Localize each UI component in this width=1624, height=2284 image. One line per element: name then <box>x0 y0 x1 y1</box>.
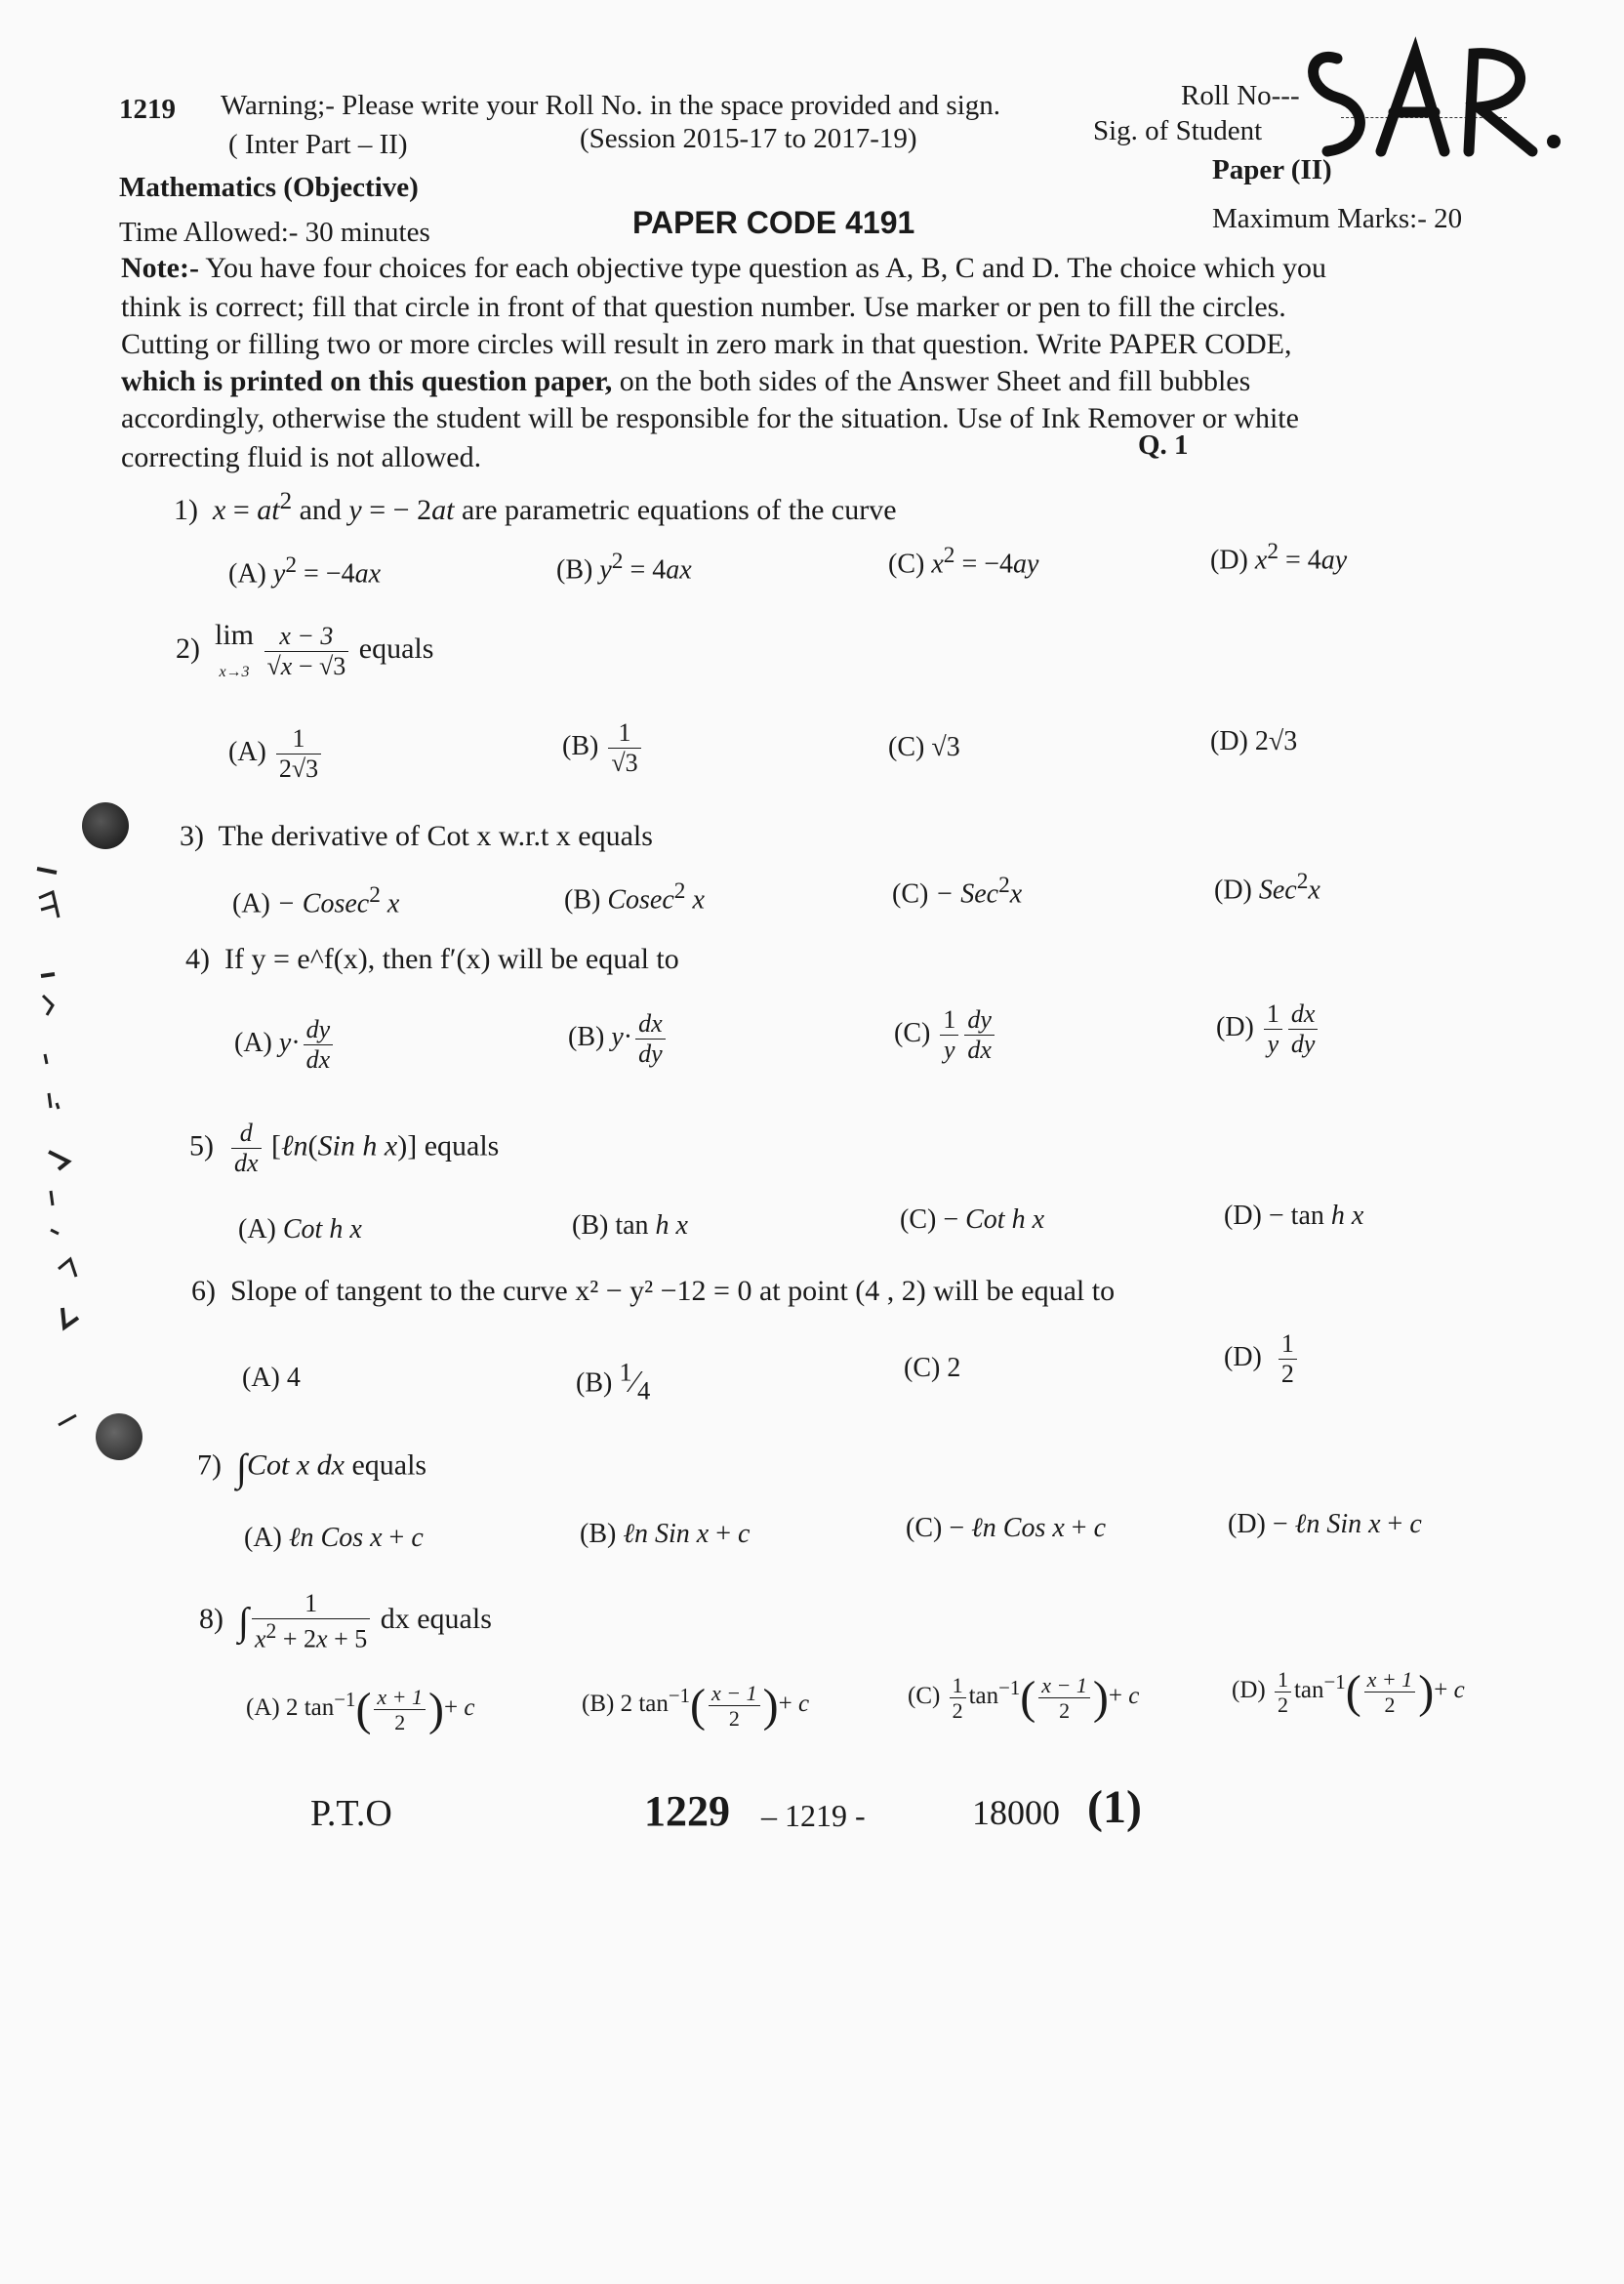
q1-option-a: (A) $y^2 = -4ax$ <box>228 552 382 590</box>
q6-option-d: (D) $\frac{1}{2}$ <box>1224 1329 1300 1389</box>
note-line-5: accordingly, otherwise the student will be responsible for the situation. Use of Ink Remover or white <box>121 402 1299 434</box>
q5-number: 5) <box>189 1129 214 1162</box>
q7-option-a: (A) ℓn Cos x + c <box>244 1523 424 1553</box>
q7-text: equals <box>351 1448 427 1482</box>
q5-option-c: (C) − Cot h x <box>900 1204 1045 1235</box>
q6-option-a: (A) 4 <box>242 1363 301 1393</box>
q6-text: Slope of tangent to the curve x² − y² −12 = 0 at point (4 , 2) will be equal to <box>230 1275 1116 1307</box>
q3-option-b: (B) Cosec$^2$ x <box>564 878 705 916</box>
q4-number: 4) <box>185 943 210 975</box>
subject: Mathematics (Objective) <box>119 172 419 203</box>
q6-option-c: (C) 2 <box>904 1353 961 1383</box>
paper-label: Paper (II) <box>1212 154 1332 185</box>
q5-option-d: (D) − tan h x <box>1224 1201 1364 1231</box>
q6-number: 6) <box>191 1275 216 1307</box>
q7-option-b: (B) ℓn Sin x + c <box>580 1519 751 1549</box>
note-line-4 <box>121 365 1250 398</box>
question-1: 1) $x = at^2$ and y = − 2at are parametric equations of the curve <box>174 488 897 526</box>
note-line-3: Cutting or filling two or more circles will result in zero mark in that question. Write PAPER CODE, <box>121 328 1292 360</box>
note-text-4: on the both sides of the Answer Sheet and fill bubbles <box>612 365 1251 397</box>
q7-option-c: (C) − ℓn Cos x + c <box>906 1513 1107 1543</box>
maximum-marks: Maximum Marks:- 20 <box>1212 203 1463 234</box>
q4-option-b: (B) y· $\frac{dx}{dy}$ <box>568 1009 669 1069</box>
punch-hole <box>82 802 129 849</box>
q4-option-a: (A) y· $\frac{dy}{dx}$ <box>234 1015 336 1075</box>
q3-number: 3) <box>180 820 204 852</box>
q3-option-a: (A) − Cosec$^2$ x <box>232 882 400 919</box>
roll-no-label: Roll No--- <box>1181 80 1300 111</box>
q1-joiner: and <box>299 494 342 526</box>
note-line-2: think is correct; fill that circle in front of that question number. Use marker or pen to fill the circles. <box>121 291 1286 323</box>
note-line-1 <box>121 252 1326 285</box>
q1-option-c: (C) $x^2 = -4ay$ <box>888 543 1039 580</box>
q1-number: 1) <box>174 494 198 526</box>
footer-code-2: – 1219 - <box>761 1798 866 1833</box>
q5-text: equals <box>424 1129 500 1162</box>
page-number: (1) <box>1087 1781 1142 1833</box>
q8-option-d: (D) $\frac{1}{2}$ $\tan^{-1}$( $\frac{x + 1}{2}$ )+ c <box>1232 1666 1465 1718</box>
paper-number: 1219 <box>119 94 176 125</box>
question-5: 5) $\frac{d}{dx}$ [ℓn(Sin h x)] equals <box>189 1119 500 1177</box>
q8-number: 8) <box>199 1603 223 1636</box>
q1-math: x <box>213 494 226 526</box>
q1-option-b: (B) $y^2 = 4ax$ <box>556 549 692 586</box>
note-bold: which is printed on this question paper, <box>121 365 613 397</box>
note-text-1: You have four choices for each objective type question as A, B, C and D. The choice which you <box>205 252 1326 284</box>
q4-text: If y = e^f(x), then f′(x) will be equal to <box>224 943 679 975</box>
question-7: 7) ∫Cot x dx equals <box>197 1446 427 1489</box>
question-3 <box>180 820 653 853</box>
q3-option-c: (C) − Sec$^2$x <box>892 873 1023 910</box>
q7-number: 7) <box>197 1448 222 1482</box>
pto-label: P.T.O <box>310 1793 392 1834</box>
q2-option-b: (B) $\frac{1}{√3}$ <box>562 718 644 778</box>
question-label: Q. 1 <box>1138 429 1189 461</box>
q2-text: equals <box>358 632 434 665</box>
q4-option-d: (D) $\frac{1}{y}$ $\frac{dx}{dy}$ <box>1216 999 1320 1059</box>
question-8: 8) ∫ $\frac{1}{x^2 + 2x + 5}$ dx equals <box>199 1589 492 1653</box>
q2-number: 2) <box>176 632 200 665</box>
q7-option-d: (D) − ℓn Sin x + c <box>1228 1509 1422 1539</box>
q3-option-d: (D) Sec$^2$x <box>1214 869 1320 906</box>
footer-count: 18000 <box>972 1793 1060 1832</box>
question-6 <box>191 1275 1115 1308</box>
q8-text: dx equals <box>380 1603 492 1636</box>
note-line-6: correcting fluid is not allowed. <box>121 441 482 473</box>
q5-option-a: (A) Cot h x <box>238 1214 362 1244</box>
session: (Session 2015-17 to 2017-19) <box>580 123 917 154</box>
footer-code: 1229 <box>644 1787 730 1835</box>
q8-option-a: (A) 2 $\tan^{-1}$( $\frac{x + 1}{2}$ )+ c <box>246 1684 475 1735</box>
q1-text: are parametric equations of the curve <box>461 494 897 526</box>
q3-text: The derivative of Cot x w.r.t x equals <box>218 820 653 852</box>
question-4 <box>185 943 679 976</box>
warning-text: Warning;- Please write your Roll No. in the space provided and sign. <box>221 90 1001 121</box>
q2-option-a: (A) $\frac{1}{2√3}$ <box>228 724 324 784</box>
q2-option-d: (D) 2√3 <box>1210 726 1298 756</box>
q8-option-c: (C) $\frac{1}{2}$ $\tan^{-1}$( $\frac{x - 1}{2}$ )+ c <box>908 1672 1140 1724</box>
punch-hole <box>96 1413 142 1460</box>
q6-option-b: (B) $^1⁄_4$ <box>576 1357 651 1406</box>
q8-option-b: (B) 2 $\tan^{-1}$( $\frac{x - 1}{2}$ )+ c <box>582 1680 810 1732</box>
signature-label: Sig. of Student <box>1093 115 1263 146</box>
q1-option-d: (D) $x^2 = 4ay$ <box>1210 539 1348 576</box>
margin-marks <box>29 859 88 1445</box>
q5-option-b: (B) tan h x <box>572 1210 688 1241</box>
handwritten-initials <box>1298 29 1591 185</box>
q4-option-c: (C) $\frac{1}{y}$ $\frac{dy}{dx}$ <box>894 1005 997 1065</box>
question-2: 2) lim x→3 $\frac{x - 3}{√x - √3}$ equals <box>176 619 434 680</box>
note-label: Note:- <box>121 252 199 284</box>
q2-option-c: (C) √3 <box>888 732 960 762</box>
inter-part: ( Inter Part – II) <box>228 129 408 160</box>
time-allowed: Time Allowed:- 30 minutes <box>119 217 430 248</box>
paper-code: PAPER CODE 4191 <box>632 205 915 240</box>
